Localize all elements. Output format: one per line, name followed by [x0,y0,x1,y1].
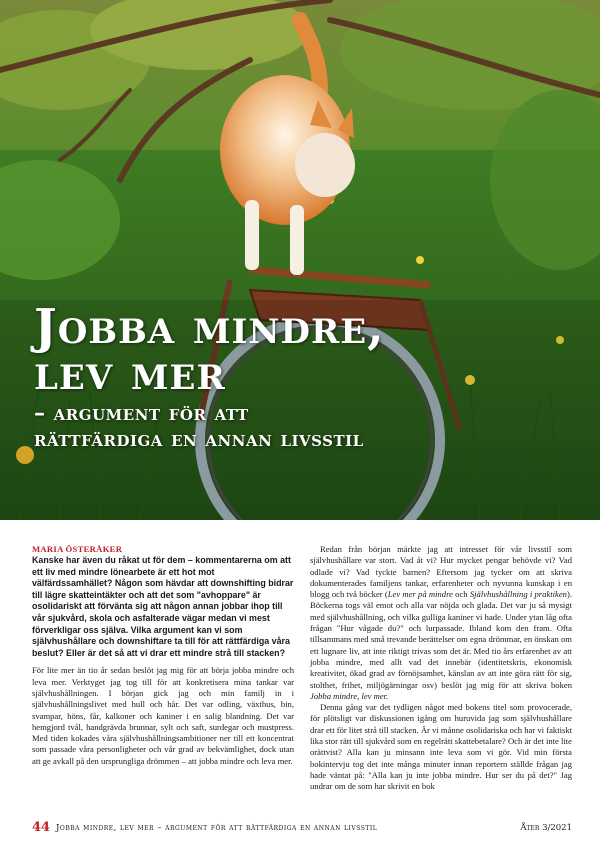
page-number: 44 [32,820,51,835]
column-right [310,544,572,793]
article-body [32,544,572,816]
article-title-line1: Jobba mindre, [34,299,385,355]
paragraph-left-1: För lite mer än tio år sedan beslöt jag mig för att börja jobba mindre och leva mer. Verktyget jag tog till för att konkretisera mina tankar var självhushållningen. I början gick jag och min familj in i självhushållningslivet med hull och hår. Det var odling, växthus, bin, svampar, höns, får, kalkoner och kaniner i en salig blandning. Det var hemgjord tvål, handgrävda brunnar, sylt och saft, surdegar och mustpress. Med tiden kokades våra självhushållningsambitioner ner till ett koncentrat som passade våra personligheter och vår grad av bekvämlighet, dock utan att ge avkall på den ursprungliga drömmen – att jobba mindre och leva mer. [32,665,294,766]
book-title-1: Lev mer på mindre [387,589,453,600]
book-title-3: Jobba mindre, lev mer. [310,690,389,701]
article-lead: Kanske har även du råkat ut för dem – kommentarerna om att ett liv med mindre lönearbete är ett hot mot välfärdssamhället? Någon som hävdar att downshifting bidrar till lägre skatteintäkter och att det som "avhoppare" är osolidariskt att förvänta sig att någon annan jobbar ihop till vår sjukvård, skola och asfalterade vägar medan vi mest förverkligar oss själva. Vilka argument kan vi som självhushållare och downshiftare ta till för att rättfärdiga våra beslut? Eller är det så att vi drar ett mindre strå till stacken? [32,555,294,658]
paragraph-right-1-text-a: Redan från början märkte jag att intresset för vår livsstil som självhushållare var stort. Vad åt vi? Hur mycket pengar behövde vi? Vad odlade vi? Vad tyckte barnen? Eftersom jag tycker om att skriva dokumenterades familjens tankar, erfarenheter och nyvunna kunskap i en blogg och två böcker ( [310,544,572,600]
paragraph-right-1 [310,544,572,702]
article-subtitle-line1: – argument för att [34,400,249,426]
article-title-line2: lev mer [34,345,226,401]
title-block [34,299,385,452]
running-head: Jobba mindre, lev mer – argument för att rättfärdiga en annan livsstil [56,823,378,833]
page-footer [32,820,572,836]
paragraph-right-1-and: och [452,589,470,600]
column-left [32,544,294,767]
paragraph-right-1-text-b: ). Böckerna togs väl emot och alla var nöjda och glada. Det var ju så mysigt med självhushållning, och vilka gulliga kaniner vi hade. Under ytan låg ofta frågan "Hur vågade du?" och lurpassade. Ibland kom den fram. Ofta tillsammans med små trevande berättelser om egna drömmar, en önskan om ett lugnare liv, att inte riktigt trivas som det är. Med tio års erfarenhet av att jobba mindre, med allt vad det innebär (identitetskris, ekonomisk kreativitet, ökad grad av förnöjsamhet, känslan av att inte göra rätt för sig, stolthet, frihet, miljögärningar osv) beslöt jag mig för att skriva boken [310,589,572,690]
author-byline: MARIA ÖSTERÅKER [32,544,123,554]
article-subtitle-line2: rättfärdiga en annan livsstil [34,426,364,452]
issue-label: Åter 3/2021 [520,823,572,833]
paragraph-right-2: Denna gång var det tydligen något med bokens titel som provocerade, för plötsligt var diskussionen igång om huruvida jag som självhushållare drar ett för litet strå till stacken. Är vi månne osolidariska och har vi faktiskt lika stor rätt till sjukvård som en regelrätt skattebetalare? Och är det inte lite orättvist? Alla kan ju minsann inte leva som vi gör. Vid min första bokintervju tog det inte många minuter innan reportern ställde frågan jag hade väntat på: "Alla kan ju inte jobba mindre. Hur ser du på det?" Jag undrar om de som har skrivit en bok [310,702,572,792]
book-title-2: Självhushållning i praktiken [469,589,567,600]
